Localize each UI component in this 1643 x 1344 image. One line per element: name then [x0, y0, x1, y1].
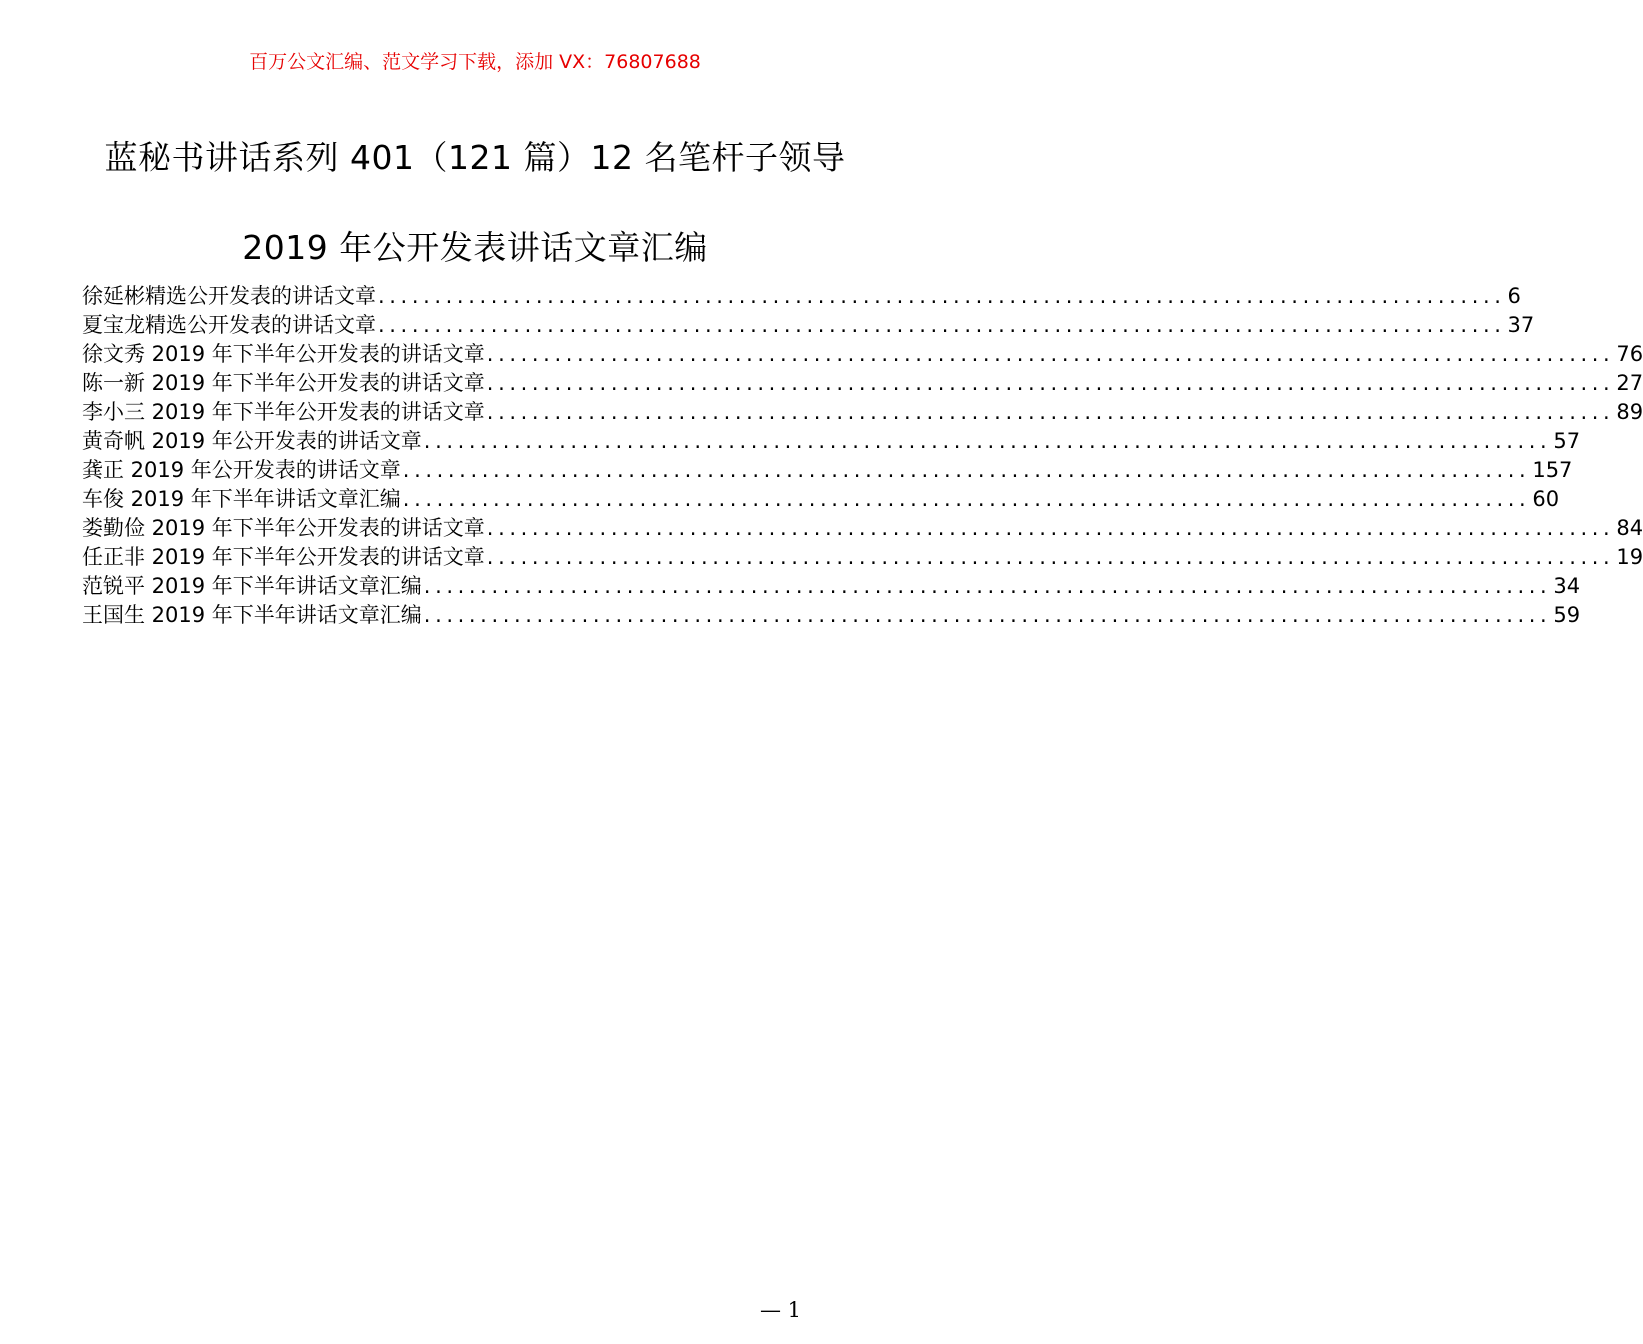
- toc-entry-title: 徐延彬精选公开发表的讲话文章: [82, 284, 376, 308]
- toc-entry[interactable]: [82, 572, 1581, 601]
- toc-entry[interactable]: [82, 456, 1573, 485]
- toc-entry[interactable]: [82, 601, 1581, 630]
- toc-entry[interactable]: [82, 398, 1643, 427]
- toc-entry-title: 娄勤俭 2019 年下半年公开发表的讲话文章: [82, 516, 485, 540]
- table-of-contents: [82, 282, 1643, 630]
- dot-leader: ....................................................................................................: [402, 458, 1531, 482]
- dot-leader: ....................................................................................................: [486, 342, 1615, 366]
- toc-entry-title: 王国生 2019 年下半年讲话文章汇编: [82, 603, 422, 627]
- toc-entry[interactable]: [82, 543, 1643, 572]
- toc-entry-page-number: 57: [1553, 429, 1581, 453]
- dot-leader: ....................................................................................................: [423, 603, 1552, 627]
- dot-leader: ....................................................................................................: [402, 487, 1531, 511]
- toc-entry[interactable]: [82, 311, 1535, 340]
- toc-entry-page-number: 34: [1553, 574, 1581, 598]
- toc-entry[interactable]: [82, 427, 1581, 456]
- toc-entry-title: 范锐平 2019 年下半年讲话文章汇编: [82, 574, 422, 598]
- header-note: 百万公文汇编、范文学习下载，添加 VX：76807688: [249, 51, 701, 73]
- dot-leader: ....................................................................................................: [486, 516, 1615, 540]
- toc-entry-page-number: 60: [1532, 487, 1560, 511]
- toc-entry-title: 黄奇帆 2019 年公开发表的讲话文章: [82, 429, 422, 453]
- toc-entry-page-number: 84: [1616, 516, 1643, 540]
- toc-entry-page-number: 19: [1616, 545, 1643, 569]
- toc-entry-page-number: 27: [1616, 371, 1643, 395]
- toc-entry-title: 陈一新 2019 年下半年公开发表的讲话文章: [82, 371, 485, 395]
- toc-entry-page-number: 6: [1507, 284, 1521, 308]
- toc-entry-page-number: 89: [1616, 400, 1643, 424]
- dot-leader: ....................................................................................................: [486, 371, 1615, 395]
- document-title-line-1: 蓝秘书讲话系列 401（121 篇）12 名笔杆子领导: [104, 138, 846, 177]
- toc-entry-title: 徐文秀 2019 年下半年公开发表的讲话文章: [82, 342, 485, 366]
- dot-leader: ....................................................................................................: [423, 574, 1552, 598]
- dot-leader: ....................................................................................................: [378, 284, 1506, 308]
- toc-entry[interactable]: [82, 514, 1643, 543]
- dot-leader: ....................................................................................................: [486, 545, 1615, 569]
- toc-entry[interactable]: [82, 369, 1643, 398]
- toc-entry[interactable]: [82, 485, 1560, 514]
- toc-entry-page-number: 59: [1553, 603, 1581, 627]
- toc-entry-page-number: 37: [1507, 313, 1535, 337]
- page-number-footer: — 1: [760, 1298, 802, 1322]
- toc-entry-title: 任正非 2019 年下半年公开发表的讲话文章: [82, 545, 485, 569]
- toc-entry-page-number: 76: [1616, 342, 1643, 366]
- toc-entry-title: 李小三 2019 年下半年公开发表的讲话文章: [82, 400, 485, 424]
- dot-leader: ....................................................................................................: [486, 400, 1615, 424]
- dot-leader: ....................................................................................................: [378, 313, 1506, 337]
- toc-entry[interactable]: [82, 340, 1643, 369]
- toc-entry[interactable]: [82, 282, 1521, 311]
- dot-leader: ....................................................................................................: [423, 429, 1552, 453]
- toc-entry-title: 车俊 2019 年下半年讲话文章汇编: [82, 487, 401, 511]
- toc-entry-title: 夏宝龙精选公开发表的讲话文章: [82, 313, 376, 337]
- toc-entry-page-number: 157: [1532, 458, 1573, 482]
- document-title-line-2: 2019 年公开发表讲话文章汇编: [242, 228, 708, 267]
- toc-entry-title: 龚正 2019 年公开发表的讲话文章: [82, 458, 401, 482]
